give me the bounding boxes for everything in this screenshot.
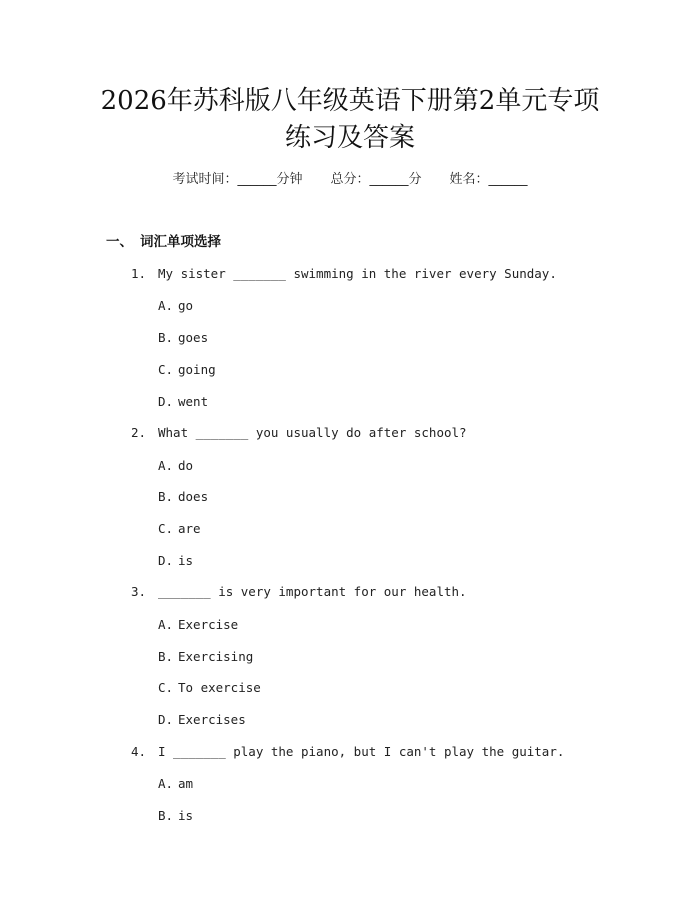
answer-option bbox=[0, 354, 700, 386]
answer-option bbox=[0, 640, 700, 672]
option-letter: A. bbox=[158, 616, 174, 632]
exam-time-field bbox=[172, 168, 302, 187]
answer-option bbox=[0, 449, 700, 481]
question-list bbox=[0, 258, 700, 831]
student-name-field bbox=[450, 168, 528, 187]
option-text: does bbox=[178, 489, 209, 505]
option-text: Exercising bbox=[178, 648, 254, 664]
document-title-line-1: 2026年苏科版八年级英语下册第2单元专项 bbox=[100, 86, 600, 116]
option-text: is bbox=[178, 807, 194, 823]
option-text: goes bbox=[178, 330, 209, 346]
question-number: 3. bbox=[131, 584, 147, 600]
option-text: Exercises bbox=[178, 712, 246, 728]
document-title-line-2: 练习及答案 bbox=[284, 123, 415, 153]
option-letter: D. bbox=[158, 393, 174, 409]
option-letter: C. bbox=[158, 680, 174, 696]
answer-option bbox=[0, 768, 700, 800]
student-name-blank: ______ bbox=[488, 172, 528, 187]
answer-option bbox=[0, 513, 700, 545]
option-letter: D. bbox=[158, 712, 174, 728]
option-text: are bbox=[178, 521, 201, 537]
option-letter: D. bbox=[158, 552, 174, 568]
section-number: 一、 bbox=[106, 234, 133, 250]
exam-time-unit: 分钟 bbox=[276, 172, 303, 187]
option-text: To exercise bbox=[178, 680, 261, 696]
option-letter: A. bbox=[158, 775, 174, 791]
answer-option bbox=[0, 290, 700, 322]
option-letter: C. bbox=[158, 521, 174, 537]
answer-option bbox=[0, 481, 700, 513]
total-score-field bbox=[330, 168, 421, 187]
question-item bbox=[0, 576, 700, 608]
option-letter: B. bbox=[158, 807, 174, 823]
answer-option bbox=[0, 608, 700, 640]
section-heading bbox=[106, 230, 221, 250]
question-text: What _______ you usually do after school? bbox=[158, 425, 467, 441]
option-text: going bbox=[178, 361, 216, 377]
total-score-label: 总分： bbox=[330, 172, 370, 187]
option-letter: B. bbox=[158, 330, 174, 346]
option-letter: A. bbox=[158, 298, 174, 314]
question-item bbox=[0, 736, 700, 768]
option-letter: B. bbox=[158, 648, 174, 664]
answer-option bbox=[0, 799, 700, 831]
question-number: 1. bbox=[131, 266, 147, 281]
exam-time-label: 考试时间： bbox=[172, 172, 238, 187]
answer-option bbox=[0, 672, 700, 704]
option-letter: A. bbox=[158, 457, 174, 473]
option-text: Exercise bbox=[178, 616, 239, 632]
question-item bbox=[0, 258, 700, 290]
question-text: I _______ play the piano, but I can't play the guitar. bbox=[158, 743, 565, 759]
option-letter: B. bbox=[158, 489, 174, 505]
option-text: go bbox=[178, 298, 194, 314]
option-text: is bbox=[178, 552, 194, 568]
question-text: _______ is very important for our health. bbox=[158, 584, 467, 600]
total-score-unit: 分 bbox=[408, 172, 422, 187]
answer-option bbox=[0, 704, 700, 736]
question-number: 4. bbox=[131, 743, 147, 759]
answer-option bbox=[0, 545, 700, 577]
option-text: went bbox=[178, 393, 209, 409]
section-title: 词汇单项选择 bbox=[140, 234, 221, 250]
exam-time-blank: ______ bbox=[237, 172, 277, 187]
option-letter: C. bbox=[158, 361, 174, 377]
question-text: My sister _______ swimming in the river every Sunday. bbox=[158, 266, 557, 281]
option-text: am bbox=[178, 775, 194, 791]
question-number: 2. bbox=[131, 425, 147, 441]
total-score-blank: ______ bbox=[369, 172, 409, 187]
exam-info-bar bbox=[0, 168, 700, 187]
question-item bbox=[0, 417, 700, 449]
answer-option bbox=[0, 385, 700, 417]
student-name-label: 姓名： bbox=[449, 172, 489, 187]
option-text: do bbox=[178, 457, 194, 473]
answer-option bbox=[0, 322, 700, 354]
